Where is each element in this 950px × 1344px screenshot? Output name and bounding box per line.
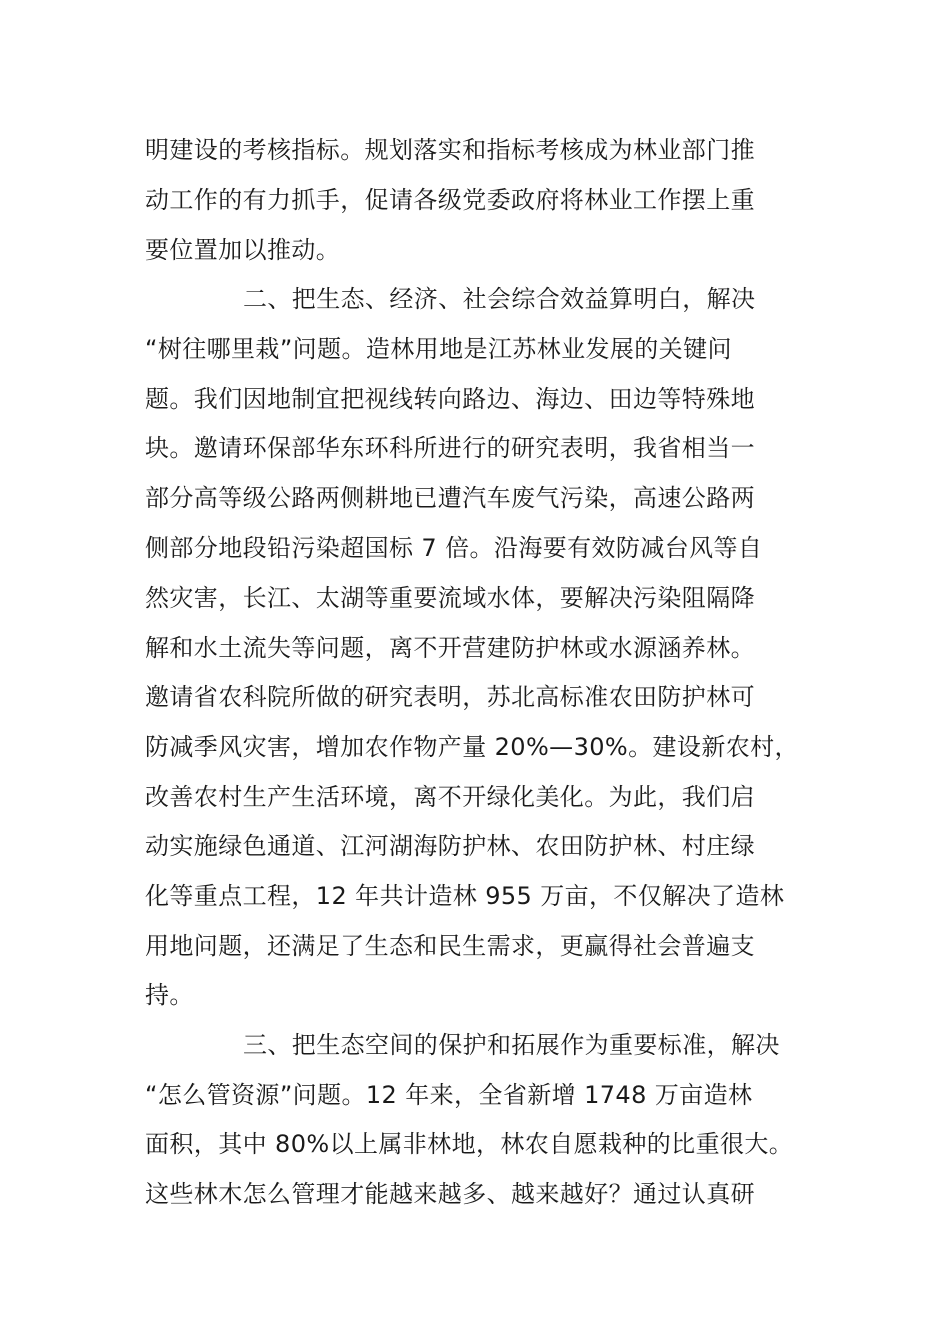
paragraph-2-line-2: “树往哪里栽”问题。造林用地是江苏林业发展的关键问 bbox=[145, 335, 732, 363]
paragraph-2-line-15: 持。 bbox=[145, 981, 194, 1009]
paragraph-2-line-7: 然灾害，长江、太湖等重要流域水体，要解决污染阻隔降 bbox=[145, 584, 755, 612]
paragraph-2-line-1: 二、把生态、经济、社会综合效益算明白，解决 bbox=[243, 285, 756, 313]
paragraph-3-line-2: “怎么管资源”问题。12 年来，全省新增 1748 万亩造林 bbox=[145, 1081, 753, 1109]
paragraph-2-line-10: 防减季风灾害，增加农作物产量 20%—30%。建设新农村， bbox=[145, 733, 799, 761]
paragraph-2-line-13: 化等重点工程，12 年共计造林 955 万亩，不仅解决了造林 bbox=[145, 882, 785, 910]
paragraph-2-line-8: 解和水土流失等问题，离不开营建防护林或水源涵养林。 bbox=[145, 634, 755, 662]
paragraph-3-line-4: 这些林木怎么管理才能越来越多、越来越好？通过认真研 bbox=[145, 1180, 755, 1208]
paragraph-3-line-1: 三、把生态空间的保护和拓展作为重要标准，解决 bbox=[243, 1031, 780, 1059]
paragraph-3-line-3: 面积，其中 80%以上属非林地，林农自愿栽种的比重很大。 bbox=[145, 1130, 794, 1158]
paragraph-1-line-1: 明建设的考核指标。规划落实和指标考核成为林业部门推 bbox=[145, 136, 755, 164]
paragraph-2-line-5: 部分高等级公路两侧耕地已遭汽车废气污染，高速公路两 bbox=[145, 484, 755, 512]
paragraph-2-line-12: 动实施绿色通道、江河湖海防护林、农田防护林、村庄绿 bbox=[145, 832, 755, 860]
paragraph-1-line-2: 动工作的有力抓手，促请各级党委政府将林业工作摆上重 bbox=[145, 186, 755, 214]
paragraph-1-line-3: 要位置加以推动。 bbox=[145, 236, 341, 264]
paragraph-2-line-4: 块。邀请环保部华东环科所进行的研究表明，我省相当一 bbox=[145, 434, 755, 462]
paragraph-2-line-6: 侧部分地段铅污染超国标 7 倍。沿海要有效防减台风等自 bbox=[145, 534, 763, 562]
paragraph-2-line-11: 改善农村生产生活环境，离不开绿化美化。为此，我们启 bbox=[145, 783, 755, 811]
paragraph-2-line-14: 用地问题，还满足了生态和民生需求，更赢得社会普遍支 bbox=[145, 932, 755, 960]
paragraph-2-line-3: 题。我们因地制宜把视线转向路边、海边、田边等特殊地 bbox=[145, 385, 755, 413]
paragraph-2-line-9: 邀请省农科院所做的研究表明，苏北高标准农田防护林可 bbox=[145, 683, 755, 711]
